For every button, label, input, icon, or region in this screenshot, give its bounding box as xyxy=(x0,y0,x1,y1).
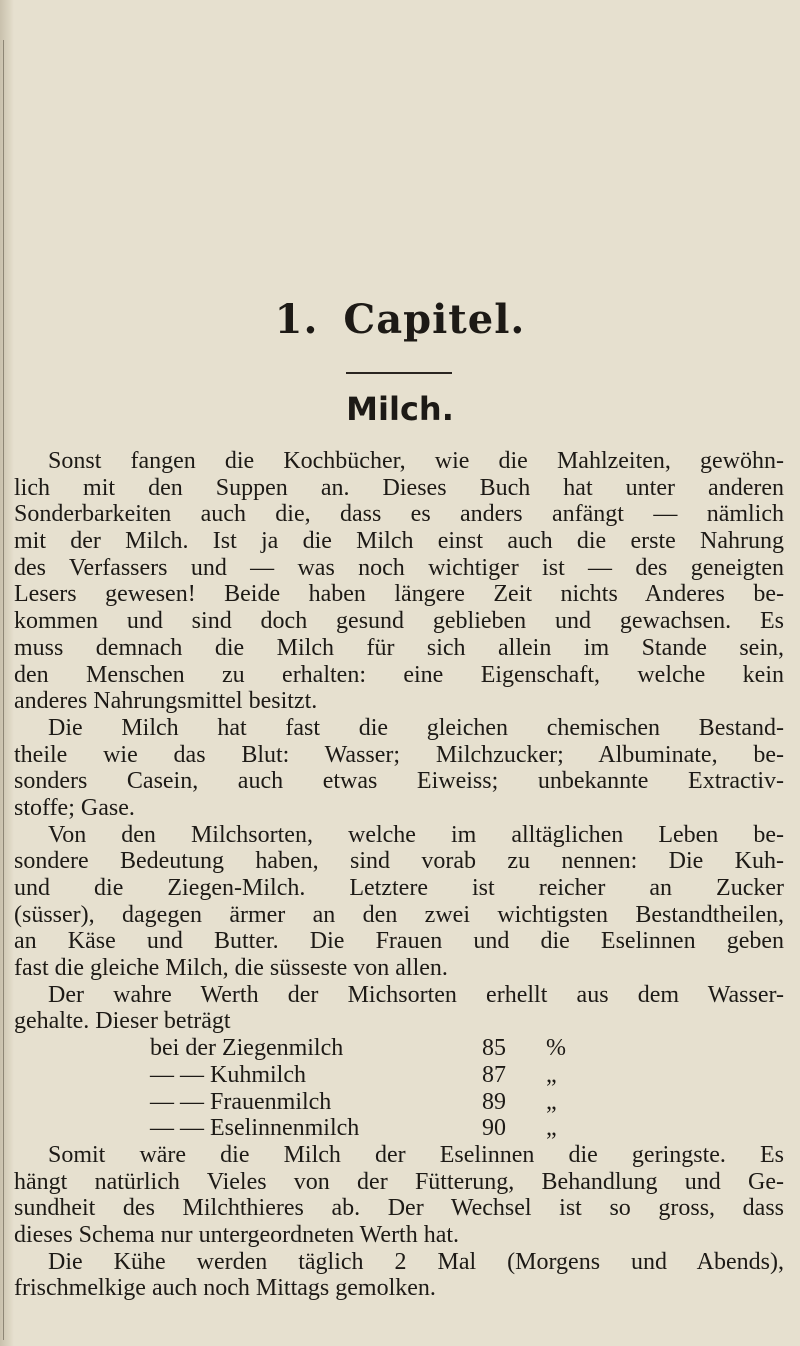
text-line: hängt natürlich Vieles von der Fütterung, Behandlung und Ge- xyxy=(14,1168,784,1195)
chapter-heading xyxy=(0,296,800,343)
water-table-row xyxy=(14,1062,784,1089)
text-line: Von den Milchsorten, welche im alltäglichen Leben be- xyxy=(48,821,784,848)
text-line: des Verfassers und — was noch wichtiger ist — des geneigten xyxy=(14,554,784,581)
text-line: frischmelkige auch noch Mittags gemolken. xyxy=(14,1275,436,1302)
water-table-unit: „ xyxy=(546,1115,557,1142)
water-table-row xyxy=(14,1115,784,1142)
water-table-row xyxy=(14,1035,784,1062)
water-table-value: 87 xyxy=(482,1061,506,1088)
water-table-value: 85 xyxy=(482,1035,506,1062)
water-table-unit: % xyxy=(546,1035,566,1062)
text-line: lich mit den Suppen an. Dieses Buch hat unter anderen xyxy=(14,474,784,501)
body-text xyxy=(14,448,784,1302)
text-line: kommen und sind doch gesund geblieben und gewachsen. Es xyxy=(14,608,784,635)
water-table-label: bei der Ziegenmilch xyxy=(150,1035,344,1062)
text-line: (süsser), dagegen ärmer an den zwei wichtigsten Bestandtheilen, xyxy=(14,901,784,928)
water-table-value: 90 xyxy=(482,1115,506,1142)
text-line: Lesers gewesen! Beide haben längere Zeit nichts Anderes be- xyxy=(14,581,784,608)
water-table-label: — — Kuhmilch xyxy=(150,1061,306,1088)
water-table-unit: „ xyxy=(546,1088,557,1115)
text-line: muss demnach die Milch für sich allein im Stande sein, xyxy=(14,634,784,661)
text-line: Sonst fangen die Kochbücher, wie die Mahlzeiten, gewöhn- xyxy=(48,448,784,474)
section-title: Milch. xyxy=(346,390,454,428)
text-line: gehalte. Dieser beträgt xyxy=(14,1008,231,1035)
water-table-row xyxy=(14,1089,784,1116)
water-table-label: — — Eselinnenmilch xyxy=(150,1115,360,1142)
water-table-value: 89 xyxy=(482,1088,506,1115)
chapter-word: Capitel. xyxy=(343,296,526,343)
text-line: Somit wäre die Milch der Eselinnen die geringste. Es xyxy=(48,1141,784,1168)
water-table-label: — — Frauenmilch xyxy=(150,1088,332,1115)
text-line: sonders Casein, auch etwas Eiweiss; unbekannte Extractiv- xyxy=(14,768,784,795)
text-line: sondere Bedeutung haben, sind vorab zu nennen: Die Kuh- xyxy=(14,848,784,875)
chapter-number: 1. xyxy=(274,296,319,343)
text-line: Die Milch hat fast die gleichen chemischen Bestand- xyxy=(48,714,784,741)
text-line: stoffe; Gase. xyxy=(14,794,135,821)
text-line: dieses Schema nur untergeordneten Werth hat. xyxy=(14,1221,460,1248)
page-gutter-line xyxy=(3,40,4,1340)
text-line: Die Kühe werden täglich 2 Mal (Morgens und Abends), xyxy=(48,1248,784,1275)
text-line: theile wie das Blut: Wasser; Milchzucker; Albuminate, be- xyxy=(14,741,784,768)
text-line: anderes Nahrungsmittel besitzt. xyxy=(14,688,318,715)
water-table-unit: „ xyxy=(546,1061,557,1088)
text-line: mit der Milch. Ist ja die Milch einst auch die erste Nahrung xyxy=(14,528,784,555)
text-line: sundheit des Milchthieres ab. Der Wechsel ist so gross, dass xyxy=(14,1195,784,1222)
text-line: Sonderbarkeiten auch die, dass es anders anfängt — nämlich xyxy=(14,501,784,528)
text-line: Der wahre Werth der Michsorten erhellt aus dem Wasser- xyxy=(48,981,784,1008)
text-line: und die Ziegen-Milch. Letztere ist reicher an Zucker xyxy=(14,875,784,901)
text-line: den Menschen zu erhalten: eine Eigenschaft, welche kein xyxy=(14,661,784,688)
text-line: fast die gleiche Milch, die süsseste von allen. xyxy=(14,955,448,982)
text-line: an Käse und Butter. Die Frauen und die Eselinnen geben xyxy=(14,928,784,955)
heading-rule xyxy=(346,372,452,374)
